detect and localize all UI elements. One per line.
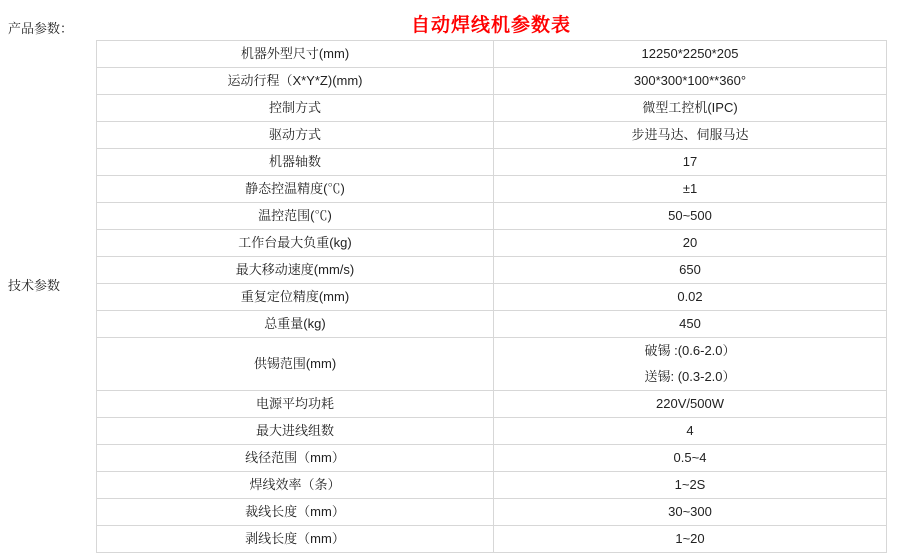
- param-value: [494, 338, 887, 391]
- param-value-line-2: 送锡: (0.3-2.0）: [644, 369, 736, 384]
- param-value: 1~2S: [494, 472, 887, 499]
- table-row: [97, 149, 887, 176]
- table-row: [97, 230, 887, 257]
- param-name: 静态控温精度(℃): [97, 176, 494, 203]
- table-row: [97, 122, 887, 149]
- parameters-table: [96, 40, 887, 553]
- tech-params-label: 技术参数: [8, 278, 61, 293]
- param-name: 机器外型尺寸(mm): [97, 41, 494, 68]
- table-row: [97, 284, 887, 311]
- param-name: 供锡范围(mm): [97, 338, 494, 391]
- table-row: [97, 41, 887, 68]
- param-name: 工作台最大负重(kg): [97, 230, 494, 257]
- param-name: 运动行程（X*Y*Z)(mm): [97, 68, 494, 95]
- table-row: [97, 257, 887, 284]
- table-row: [97, 418, 887, 445]
- param-name: 控制方式: [97, 95, 494, 122]
- param-value: 300*300*100**360°: [494, 68, 887, 95]
- param-value-line-1: 破锡 :(0.6-2.0）: [644, 343, 736, 358]
- param-name: 裁线长度（mm）: [97, 499, 494, 526]
- table-row: [97, 338, 887, 391]
- param-name: 总重量(kg): [97, 311, 494, 338]
- param-name: 焊线效率（条）: [97, 472, 494, 499]
- param-name: 最大移动速度(mm/s): [97, 257, 494, 284]
- param-value: 4: [494, 418, 887, 445]
- param-value: 450: [494, 311, 887, 338]
- param-value: 20: [494, 230, 887, 257]
- table-row: [97, 176, 887, 203]
- table-row: [97, 526, 887, 553]
- table-row: [97, 68, 887, 95]
- param-name: 最大进线组数: [97, 418, 494, 445]
- param-value: 0.5~4: [494, 445, 887, 472]
- param-name: 剥线长度（mm）: [97, 526, 494, 553]
- param-name: 温控范围(℃): [97, 203, 494, 230]
- param-name: 重复定位精度(mm): [97, 284, 494, 311]
- table-row: [97, 445, 887, 472]
- param-name: 驱动方式: [97, 122, 494, 149]
- param-value: 1~20: [494, 526, 887, 553]
- param-value: 30~300: [494, 499, 887, 526]
- param-name: 线径范围（mm）: [97, 445, 494, 472]
- param-value: 220V/500W: [494, 391, 887, 418]
- param-value: 650: [494, 257, 887, 284]
- table-row: [97, 472, 887, 499]
- table-row: [97, 499, 887, 526]
- param-value: 微型工控机(IPC): [494, 95, 887, 122]
- param-value: 0.02: [494, 284, 887, 311]
- param-value: 17: [494, 149, 887, 176]
- param-name: 电源平均功耗: [97, 391, 494, 418]
- page-title: 自动焊线机参数表: [410, 15, 571, 36]
- param-value: 步进马达、伺服马达: [494, 122, 887, 149]
- product-params-label: 产品参数：: [8, 21, 74, 36]
- param-value: 50~500: [494, 203, 887, 230]
- table-row: [97, 311, 887, 338]
- table-row: [97, 203, 887, 230]
- param-name: 机器轴数: [97, 149, 494, 176]
- table-row: [97, 95, 887, 122]
- param-value: 12250*2250*205: [494, 41, 887, 68]
- param-value: ±1: [494, 176, 887, 203]
- table-row: [97, 391, 887, 418]
